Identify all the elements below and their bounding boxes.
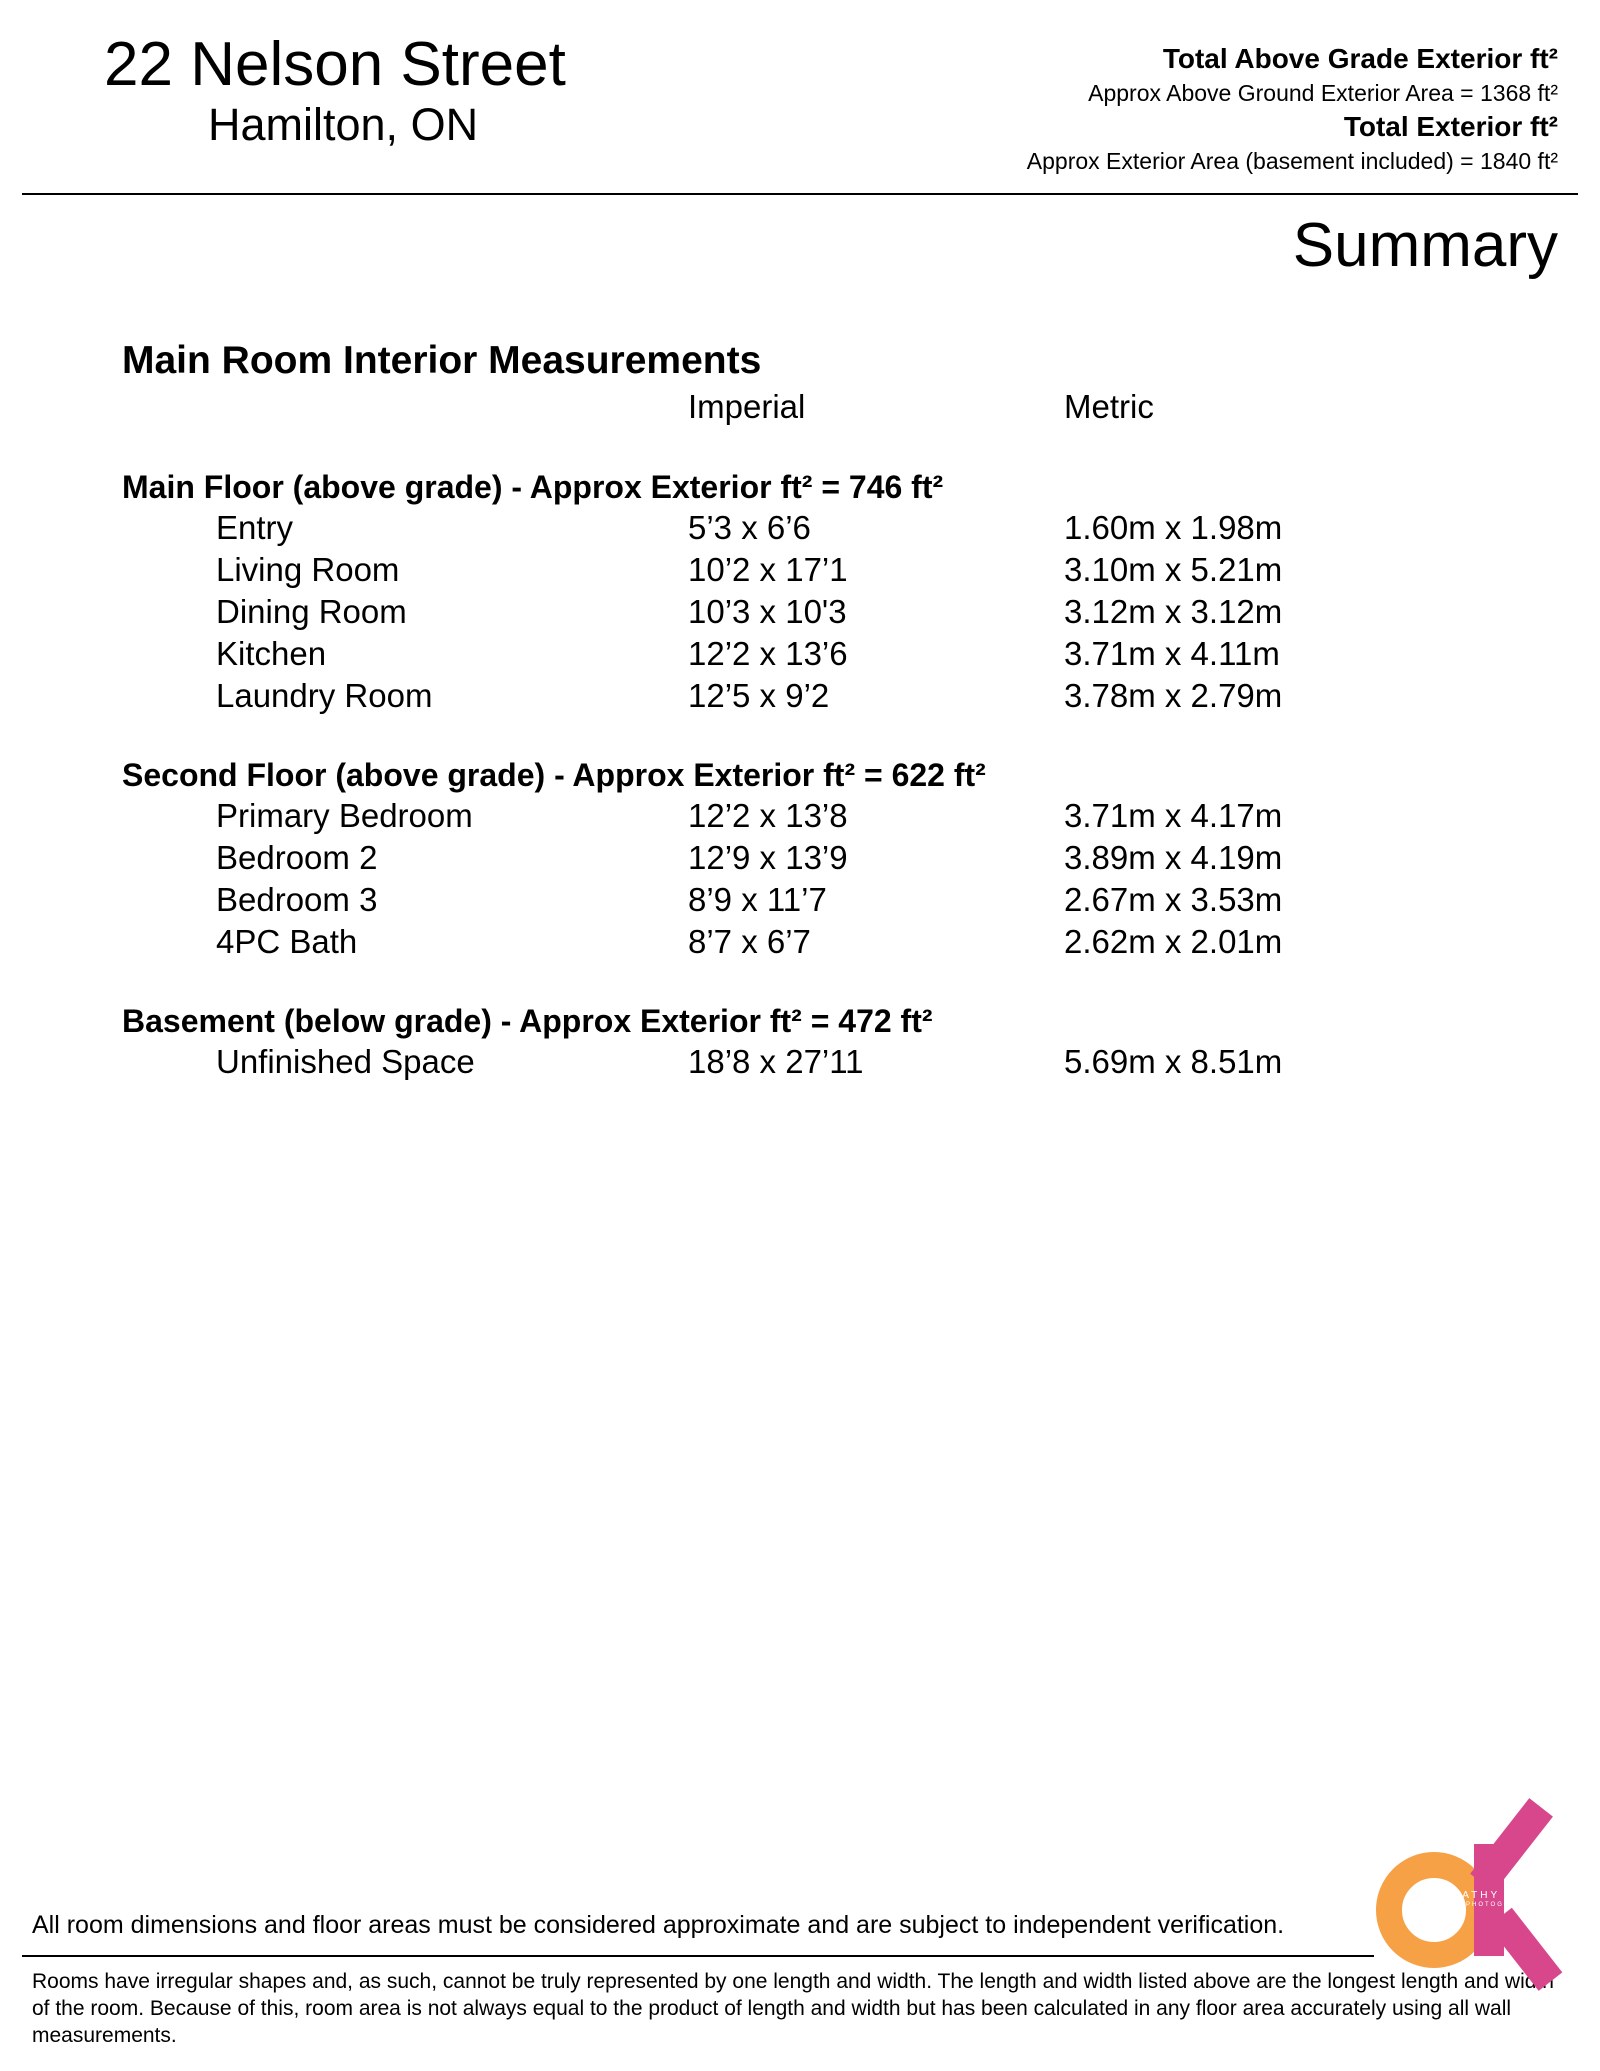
room-imperial: 10’3 x 10'3 [688, 593, 847, 630]
room-metric: 3.10m x 5.21m [1064, 551, 1283, 588]
floor-heading: Main Floor (above grade) - Approx Exterior ft² = 746 ft² [122, 469, 944, 505]
room-name: Bedroom 3 [216, 881, 378, 918]
floor-heading: Second Floor (above grade) - Approx Exterior ft² = 622 ft² [122, 757, 986, 793]
room-imperial: 12’5 x 9’2 [688, 677, 830, 714]
room-imperial: 10’2 x 17’1 [688, 551, 848, 588]
room-name: 4PC Bath [216, 923, 358, 960]
room-name: Bedroom 2 [216, 839, 378, 876]
room-metric: 5.69m x 8.51m [1064, 1043, 1283, 1080]
room-row [122, 921, 1422, 963]
metric-column-header: Metric [1064, 388, 1154, 425]
measurement-note: Rooms have irregular shapes and, as such, cannot be truly represented by one length and width. The length and width listed above are the longest length and width of the room. Because of this, room area is not always equal to the product of length and width but has been calculated in any floor area accurately using all wall measurements. [32, 1970, 1554, 2047]
room-row [122, 507, 1422, 549]
room-imperial: 8’7 x 6’7 [688, 923, 811, 960]
room-row [122, 1041, 1422, 1083]
footer-divider [22, 1955, 1374, 1957]
column-headers [122, 385, 1422, 429]
room-name: Dining Room [216, 593, 407, 630]
room-name: Entry [216, 509, 294, 546]
room-row [122, 795, 1422, 837]
above-grade-title: Total Above Grade Exterior ft² [1162, 43, 1558, 74]
logo-brand-subtext: PHOTOGRAPHY [1466, 1902, 1535, 1908]
room-metric: 3.89m x 4.19m [1064, 839, 1283, 876]
floor-heading: Basement (below grade) - Approx Exterior ft² = 472 ft² [122, 1003, 933, 1039]
room-metric: 1.60m x 1.98m [1064, 509, 1283, 546]
imperial-column-header: Imperial [688, 388, 806, 425]
room-name: Living Room [216, 551, 400, 588]
floors-list [122, 467, 1422, 1083]
floor-section [122, 1001, 1422, 1083]
room-row [122, 879, 1422, 921]
room-imperial: 12’2 x 13’8 [688, 797, 848, 834]
total-exterior-value: Approx Exterior Area (basement included) = 1840 ft² [1026, 148, 1558, 174]
room-name: Kitchen [216, 635, 327, 672]
room-imperial: 12’9 x 13’9 [688, 839, 848, 876]
room-row [122, 837, 1422, 879]
above-grade-value: Approx Above Ground Exterior Area = 1368 ft² [1088, 80, 1558, 106]
room-metric: 3.71m x 4.17m [1064, 797, 1283, 834]
exterior-area-summary [1027, 42, 1558, 178]
room-metric: 2.62m x 2.01m [1064, 923, 1283, 960]
measurements-section [122, 337, 1422, 1083]
header-divider [22, 193, 1578, 195]
room-name: Laundry Room [216, 677, 433, 714]
room-row [122, 675, 1422, 717]
room-metric: 3.12m x 3.12m [1064, 593, 1283, 630]
property-city: Hamilton, ON [208, 99, 479, 150]
logo-brand-text: CATHY KOOP [1452, 1890, 1547, 1901]
room-metric: 3.78m x 2.79m [1064, 677, 1283, 714]
room-metric: 3.71m x 4.11m [1064, 635, 1280, 672]
page-title: Summary [1292, 211, 1558, 280]
room-row [122, 633, 1422, 675]
room-metric: 2.67m x 3.53m [1064, 881, 1283, 918]
room-row [122, 549, 1422, 591]
disclaimer-text: All room dimensions and floor areas must be considered approximate and are subject to independent verification. [32, 1911, 1285, 1939]
room-imperial: 12’2 x 13’6 [688, 635, 848, 672]
floor-section [122, 467, 1422, 717]
room-imperial: 18’8 x 27’11 [688, 1043, 864, 1080]
floor-section [122, 755, 1422, 963]
total-exterior-title: Total Exterior ft² [1343, 111, 1558, 142]
room-row [122, 591, 1422, 633]
room-imperial: 5’3 x 6’6 [688, 509, 811, 546]
room-name: Unfinished Space [216, 1043, 475, 1080]
property-street-address: 22 Nelson Street [104, 30, 566, 99]
room-name: Primary Bedroom [216, 797, 473, 834]
measurements-title: Main Room Interior Measurements [122, 339, 762, 382]
room-imperial: 8’9 x 11’7 [688, 881, 827, 918]
ok-logo-icon [1370, 1838, 1570, 1956]
